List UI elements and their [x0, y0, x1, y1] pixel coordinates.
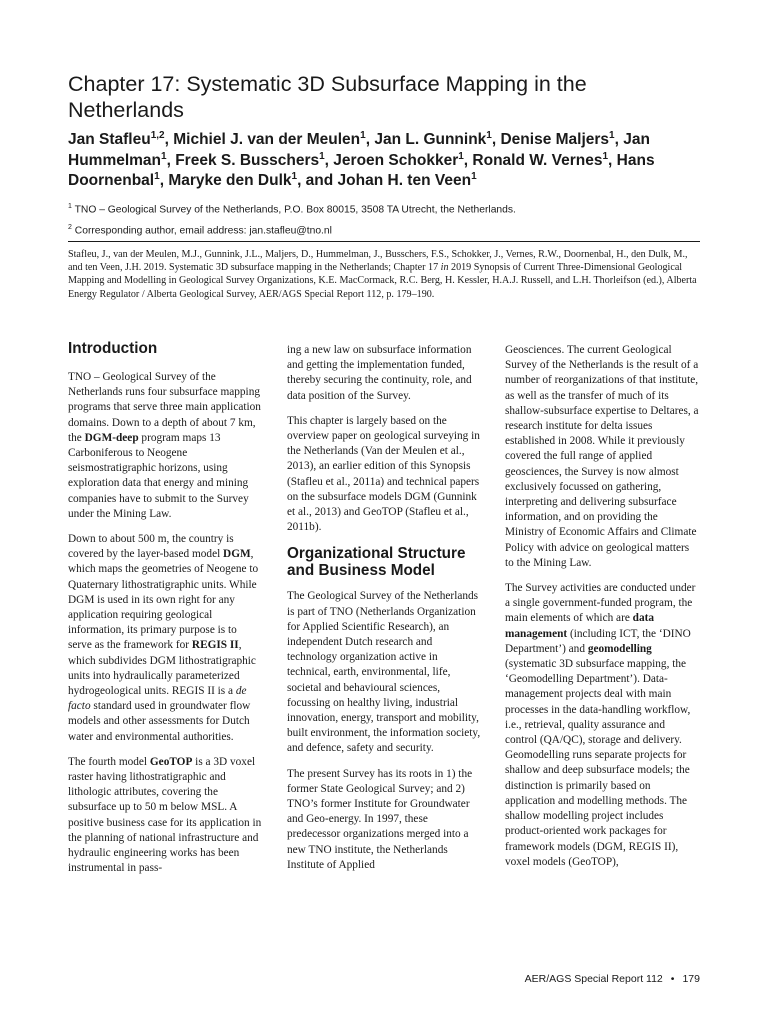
author-separator: , — [166, 151, 176, 169]
paragraph: The Geological Survey of the Netherlands is part of TNO (Netherlands Organization for Applied Scientific Research), an independent Dutch research and technology organization active in technical, earth, environmental, life, societal and behavioural sciences, focussing on healthy living, industrial innovation, energy, transport and mobility, built environment, the information society, and defence, safety and security. — [287, 590, 481, 755]
author-separator: , — [614, 131, 624, 148]
bullet-separator: • — [670, 973, 675, 985]
author-separator: , — [491, 131, 501, 148]
author-name: Hans Doornenbal — [68, 151, 655, 189]
chapter-title: Chapter 17: Systematic 3D Subsurface Mapping in the Netherlands — [68, 72, 587, 122]
author-separator: , — [159, 172, 169, 189]
affiliation-2: $^2$ Corresponding author, email address: jan.stafleu@tno.nl — [68, 224, 332, 237]
page-footer — [525, 973, 700, 985]
author-name: Jeroen Schokker — [333, 151, 459, 169]
paragraph: ing a new law on subsurface information and getting the implementation funded, thereby securing the continuity, role, and data position of the Survey. — [287, 344, 472, 402]
author-name: Denise Maljers — [500, 131, 610, 148]
author-list — [68, 130, 718, 192]
author-affiliation-mark: 1 — [291, 170, 298, 182]
author-name: Jan L. Gunnink — [374, 131, 487, 148]
author-affiliation-mark: 1 — [154, 170, 160, 182]
author-affiliation-mark: 1 — [609, 129, 615, 141]
section-heading-organizational-structure: Organizational Structure and Business Model — [287, 545, 466, 580]
author-name: Jan Stafleu — [68, 131, 151, 148]
author-name: Freek S. Busschers — [175, 151, 320, 169]
section-heading-introduction: Introduction — [68, 340, 158, 357]
author-affiliation-mark: 1 — [360, 129, 366, 141]
paragraph: The Survey activities are conducted under a single government-funded program, the main elements of which are data management (including ICT, the ‘DINO Department’) and geomodelling (systematic 3D subsurface mapping, the ‘Geomodelling Department’). Data-management projects deal with main processes in the data-handling workflow, i.e., retrieval, quality assurance and control (QA/QC), storage and delivery. Geomodelling runs separate projects for shallow and deep subsurface models; the distinction is primarily based on application and modelling methods. The shallow modelling project includes product-oriented work packages for framework models (DGM, REGIS II), voxel models (GeoTOP), — [505, 582, 696, 868]
page-number: 179 — [682, 973, 700, 985]
author-separator: , and — [297, 172, 338, 189]
report-name: AER/AGS Special Report 112 — [524, 973, 663, 985]
author-affiliation-mark: 1 — [486, 129, 492, 141]
affiliation-1: $^1$ TNO – Geological Survey of the Netherlands, P.O. Box 80015, 3508 TA Utrecht, the Netherlands. — [68, 203, 516, 216]
author-affiliation-mark: 1,2 — [150, 129, 165, 141]
author-separator: , — [164, 131, 174, 148]
author-name: Maryke den Dulk — [168, 172, 292, 189]
author-separator: , — [463, 151, 473, 169]
author-affiliation-mark: 1 — [471, 170, 477, 182]
author-name: Johan H. ten Veen — [337, 172, 472, 189]
author-affiliation-mark: 1 — [161, 150, 167, 162]
column-2 — [287, 343, 481, 883]
paragraph: This chapter is largely based on the overview paper on geological surveying in the Netherlands (Van der Meulen et al., 2013), an earlier edition of this Synopsis (Stafleu et al., 2011a) and technical papers on the subsurface models DGM (Gunnink et al., 2013) and GeoTOP (Stafleu et al., 2011b). — [287, 414, 480, 534]
author-separator: , — [324, 151, 334, 169]
paragraph: The fourth model GeoTOP is a 3D voxel raster having lithostratigraphic and lithologic attributes, covering the subsurface up to 50 m below MSL. A positive business case for its application in the planning of national infrastructure and hydraulic engineering works has been instrumental in pass- — [68, 755, 262, 875]
author-affiliation-mark: 1 — [458, 150, 464, 162]
column-3 — [505, 343, 699, 880]
author-affiliation-mark: 1 — [602, 150, 609, 162]
paragraph: TNO – Geological Survey of the Netherlands runs four subsurface mapping programs that serve three main application domains. Down to a depth of about 7 km, the DGM-deep program maps 13 Carboniferous to Neogene seismostratigraphic horizons, using exploration data that energy and mining companies have to submit to the Survey under the Mining Law. — [68, 371, 261, 520]
citation: Stafleu, J., van der Meulen, M.J., Gunnink, J.L., Maljers, D., Hummelman, J., Busschers, F.S., Schokker, J., Vernes, R.W., Doornenbal, H., den Dulk, M., and ten Veen, J.H. 2019. Systematic 3D subsurface mapping in the Netherlands; Chapter 17 in 2019 Synopsis of Current Three-Dimensional Geological Mapping and Modelling in Geological Survey Organizations, K.E. MacCormack, R.C. Berg, H. Kessler, H.A.J. Russell, and L.H. Thorleifson (ed.), Alberta Energy Regulator / Alberta Geological Survey, AER/AGS Special Report 112, p. 179–190. — [68, 249, 697, 300]
author-separator: , — [608, 151, 617, 169]
affiliations — [68, 198, 708, 241]
author-name: Jan Hummelman — [68, 131, 650, 169]
author-affiliation-mark: 1 — [319, 150, 325, 162]
divider-rule — [68, 241, 700, 242]
paragraph: Geosciences. The current Geological Survey of the Netherlands is the result of a number of reorganizations of that institute, as well as the transfer of much of its shallow-subsurface expertise to Deltares, a research institute for delta issues established in 2008. While it previously covered the full range of applied geosciences, the Survey is now almost exclusively focussed on gathering, interpreting and delivering subsurface information, and on providing the Ministry of Economic Affairs and Climate Policy with advice on geological matters to the Mining Law. — [505, 344, 699, 569]
paragraph: Down to about 500 m, the country is covered by the layer-based model DGM, which maps the geometries of Neogene to Quaternary lithostratigraphic units. While DGM is used in its own right for any application requiring geological information, its primary purpose is to serve as the framework for REGIS II, which subdivides DGM lithostratigraphic units into hydraulically parameterized hydrogeological units. REGIS II is a de facto standard used in groundwater flow models and other assessments for Dutch water and environmental authorities. — [68, 533, 259, 743]
paragraph: The present Survey has its roots in 1) the former State Geological Survey; and 2) TNO’s former Institute for Groundwater and Geo-energy. In 1997, these predecessor organizations merged into a new TNO institute, the Netherlands Institute of Applied — [287, 767, 473, 871]
author-name: Michiel J. van der Meulen — [173, 131, 361, 148]
author-name: Ronald W. Vernes — [472, 151, 603, 169]
author-separator: , — [365, 131, 375, 148]
column-1 — [68, 340, 262, 887]
